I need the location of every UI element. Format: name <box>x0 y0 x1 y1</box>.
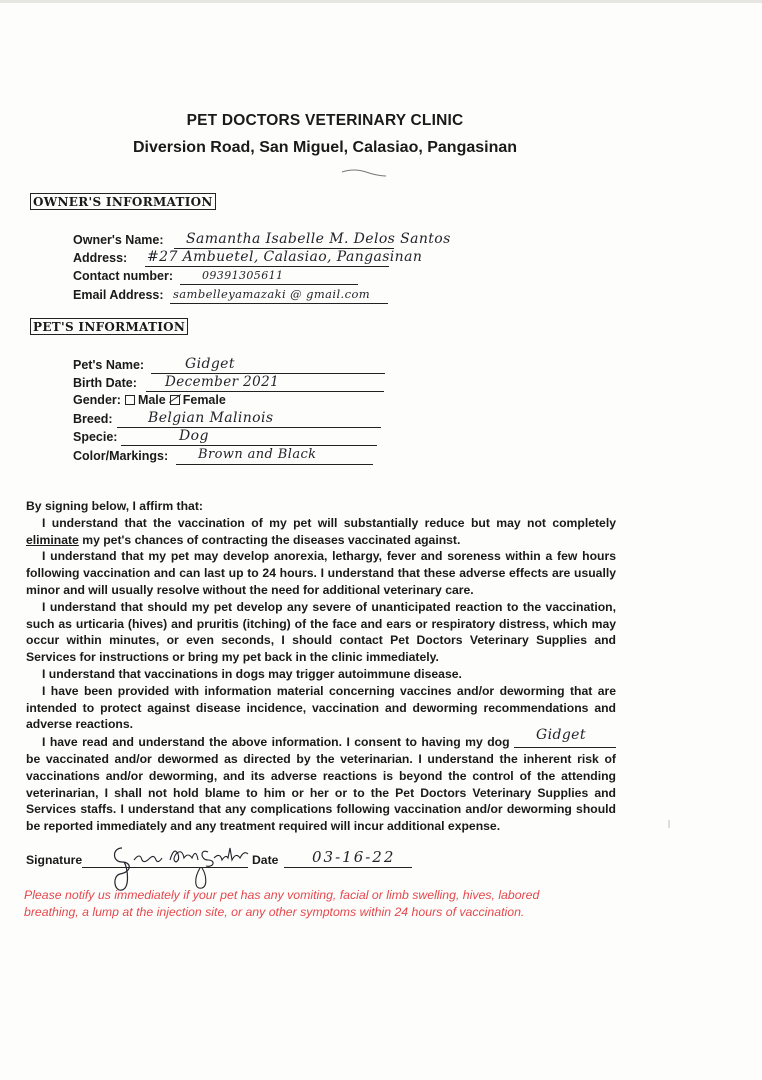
handwritten-signature <box>110 838 260 894</box>
pet-gender-field <box>73 393 226 407</box>
owner-contact-label: Contact number: <box>73 269 173 283</box>
owner-contact-field <box>73 267 473 285</box>
pet-breed-field <box>73 410 403 428</box>
pet-specie-line <box>121 427 377 446</box>
signature-label: Signature <box>26 853 83 867</box>
pet-name-field <box>73 356 403 374</box>
pet-color-field <box>73 447 403 465</box>
consent-intro: By signing below, I affirm that: <box>26 499 203 513</box>
pet-specie-value: Dog <box>179 428 209 444</box>
consent-paragraph-1 <box>26 515 616 549</box>
pet-birth-date-label: Birth Date: <box>73 376 137 390</box>
pet-name-label: Pet's Name: <box>73 358 145 372</box>
clinic-name: PET DOCTORS VETERINARY CLINIC <box>186 112 464 129</box>
female-option-label: Female <box>182 393 226 407</box>
consent-paragraph-5: I have been provided with information material concerning vaccines and/or deworming that are intended to protect against disease incidence, vaccination and deworming recommendations and adverse reactions. <box>26 683 616 732</box>
consent-paragraph-6 <box>26 727 616 835</box>
signature-date-value: 03-16-22 <box>312 848 396 866</box>
pet-specie-field <box>73 428 403 446</box>
clinic-header <box>0 112 650 157</box>
consent-text <box>26 498 616 835</box>
clinic-address: Diversion Road, San Miguel, Calasiao, Pangasinan <box>132 139 518 156</box>
pet-specie-label: Specie: <box>73 430 118 444</box>
dog-name-blank <box>514 727 616 748</box>
eliminate-word: eliminate <box>26 532 79 547</box>
scan-smudge <box>668 820 670 828</box>
owner-name-label: Owner's Name: <box>73 233 164 247</box>
consent-p6-text-a: I have read and understand the above information. I consent to having my dog <box>42 735 510 750</box>
pet-name-value: Gidget <box>185 356 235 372</box>
owner-address-label: Address: <box>73 251 128 265</box>
owner-email-value: sambelleyamazaki @ gmail.com <box>173 287 371 301</box>
owner-email-label: Email Address: <box>73 288 164 302</box>
consent-p1-text-b: my pet's chances of contracting the diseases vaccinated against. <box>78 532 461 547</box>
consent-paragraph-4: I understand that vaccinations in dogs may trigger autoimmune disease. <box>42 666 462 681</box>
consent-paragraph-2: I understand that my pet may develop anorexia, lethargy, fever and soreness within a few hours following vaccination and can last up to 24 hours. I understand that these adverse effects are usually minor and will usually resolve without the need for additional veterinary care. <box>26 549 616 597</box>
dog-name-value: Gidget <box>536 727 586 744</box>
pet-section-label: PET'S INFORMATION <box>30 318 188 335</box>
male-checkbox[interactable] <box>125 395 135 405</box>
date-label: Date <box>252 853 279 867</box>
pet-birth-date-value: December 2021 <box>165 374 280 390</box>
owner-address-field <box>73 249 473 267</box>
consent-paragraph-3: I understand that should my pet develop any severe of unanticipated reaction to the vaccination, such as urticaria (hives) and pruritis (itching) of the face and ears or respiratory distress, which may occur within minutes, or even seconds, I should contact Pet Doctors Veterinary Supplies and Services for instructions or bring my pet back in the clinic immediately. <box>26 599 616 665</box>
pet-gender-label: Gender: <box>73 393 121 407</box>
pet-birth-date-field <box>73 374 403 392</box>
pet-color-label: Color/Markings: <box>73 449 169 463</box>
owner-address-value: #27 Ambuetel, Calasiao, Pangasinan <box>147 249 423 265</box>
owner-name-field <box>73 231 473 249</box>
pen-squiggle <box>340 166 390 180</box>
post-vaccination-notice: Please notify us immediately if your pet has any vomiting, facial or limb swelling, hives, labored breathing, a lump at the injection site, or any other symptoms within 24 hours of vaccination. <box>24 888 540 919</box>
owner-name-value: Samantha Isabelle M. Delos Santos <box>186 231 451 247</box>
scan-edge <box>0 0 762 3</box>
pet-color-value: Brown and Black <box>198 447 317 462</box>
female-checkbox[interactable] <box>170 395 180 405</box>
consent-p1-text-a: I understand that the vaccination of my pet will substantially reduce but may not completely <box>42 515 616 530</box>
consent-p6-text-b: be vaccinated and/or dewormed as directed by the veterinarian. I understand the inherent risk of vaccinations and/or deworming, and its adverse reactions is beyond the control of the attending veterinarian, I shall not hold blame to him or her or to the Pet Doctors Veterinary Supplies and Services staffs. I understand that any complications following vaccination and/or deworming should be reported immediately and any treatment required will incur additional expense. <box>26 751 616 834</box>
owner-email-field <box>73 286 473 304</box>
male-option-label: Male <box>137 393 166 407</box>
owner-section-label: OWNER'S INFORMATION <box>30 193 216 210</box>
pet-breed-value: Belgian Malinois <box>148 410 274 426</box>
pet-breed-label: Breed: <box>73 412 113 426</box>
owner-contact-value: 09391305611 <box>202 269 284 282</box>
